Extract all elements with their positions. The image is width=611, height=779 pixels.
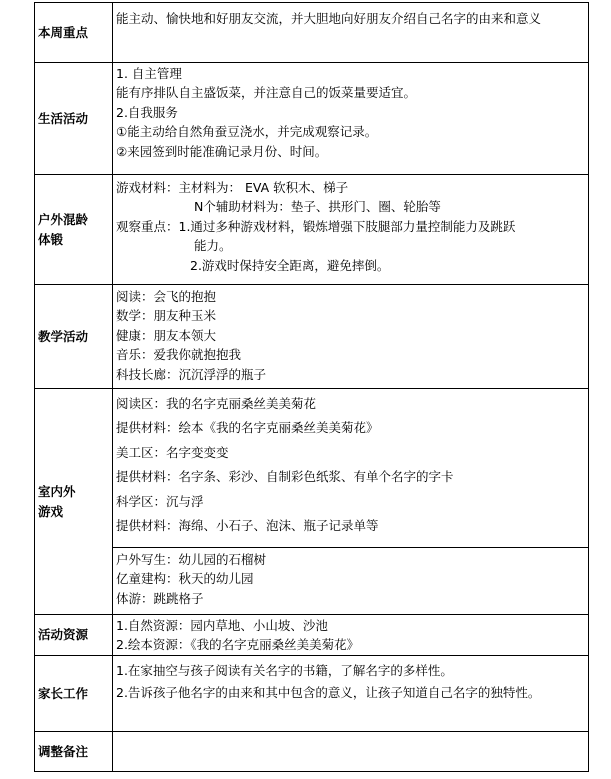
teaching-line-5: 科技长廊：沉沉浮浮的瓶子: [116, 366, 267, 382]
resources-line-2: 2.绘本资源：《我的名字克丽桑丝美美菊花》: [116, 637, 360, 653]
content-focus: [113, 3, 589, 63]
label-teaching: 教学活动: [35, 285, 113, 389]
outdoor-game-2: 亿童建构：秋天的幼儿园: [116, 571, 254, 587]
label-life: 生活活动: [35, 63, 113, 175]
label-indoor: [35, 389, 113, 615]
row-parents: [35, 655, 589, 731]
parents-line-2: 2.告诉孩子他名字的由来和其中包含的意义，让孩子知道自己名字的独特性。: [116, 685, 541, 701]
teaching-line-3: 健康：朋友本领大: [116, 327, 217, 343]
indoor-area-4: 提供材料：名字条、彩沙、自制彩色纸浆、有单个名字的字卡: [116, 469, 454, 485]
row-indoor-outdoor: [35, 548, 589, 615]
row-indoor-areas: [35, 389, 589, 548]
indoor-area-3: 美工区：名字变变变: [116, 444, 229, 460]
label-parents: 家长工作: [35, 655, 113, 731]
indoor-area-5: 科学区：沉与浮: [116, 493, 204, 509]
content-indoor-outdoor: [113, 548, 589, 615]
life-line-1: 1. 自主管理: [116, 66, 182, 81]
outdoor-line-5: 2.游戏时保持安全距离，避免摔倒。: [190, 257, 390, 273]
row-focus: [35, 3, 589, 63]
label-indoor-1: 室内外: [38, 484, 76, 500]
indoor-area-2: 提供材料：绘本《我的名字克丽桑丝美美菊花》: [116, 420, 379, 436]
content-life: [113, 63, 589, 175]
outdoor-game-1: 户外写生：幼儿园的石榴树: [116, 552, 267, 567]
outdoor-line-3: 观察重点：1.通过多种游戏材料，锻炼增强下肢腿部力量控制能力及跳跃: [116, 218, 516, 234]
row-life: [35, 63, 589, 175]
teaching-line-1: 阅读：会飞的抱抱: [116, 289, 217, 304]
life-line-3: 2.自我服务: [116, 104, 178, 120]
content-indoor-areas: [113, 389, 589, 548]
label-resources: 活动资源: [35, 615, 113, 656]
content-resources: [113, 615, 589, 656]
label-outdoor: [35, 175, 113, 285]
teaching-line-2: 数学：朋友种玉米: [116, 308, 217, 324]
row-resources: [35, 615, 589, 656]
content-outdoor: [113, 175, 589, 285]
outdoor-game-3: 体游：跳跳格子: [116, 590, 204, 606]
row-notes: [35, 731, 589, 771]
content-teaching: [113, 285, 589, 389]
weekly-plan-table: [34, 2, 589, 772]
indoor-area-1: 阅读区：我的名字克丽桑丝美美菊花: [116, 396, 317, 411]
label-indoor-2: 游戏: [38, 503, 64, 519]
label-notes: 调整备注: [35, 731, 113, 771]
row-outdoor: [35, 175, 589, 285]
outdoor-line-1: 游戏材料：主材料为： EVA 软积木、梯子: [116, 180, 349, 195]
indoor-area-6: 提供材料：海绵、小石子、泡沫、瓶子记录单等: [116, 517, 379, 533]
content-notes: [113, 731, 589, 771]
outdoor-line-4: 能力。: [194, 238, 232, 254]
parents-line-1: 1.在家抽空与孩子阅读有关名字的书籍，了解名字的多样性。: [116, 662, 453, 678]
label-outdoor-1: 户外混龄: [38, 212, 89, 228]
focus-text: 能主动、愉快地和好朋友交流，并大胆地向好朋友介绍自己名字的由来和意义: [116, 11, 542, 26]
life-line-5: ②来园签到时能准确记录月份、时间。: [116, 143, 328, 159]
resources-line-1: 1.自然资源：园内草地、小山坡、沙池: [116, 618, 328, 633]
label-outdoor-2: 体锻: [38, 231, 64, 247]
content-parents: [113, 655, 589, 731]
label-focus: 本周重点: [35, 3, 113, 63]
life-line-2: 能有序排队自主盛饭菜，并注意自己的饭菜量要适宜。: [116, 85, 417, 101]
teaching-line-4: 音乐：爱我你就抱抱我: [116, 347, 242, 363]
outdoor-line-2: N个辅助材料为：垫子、拱形门、圈、轮胎等: [194, 199, 441, 215]
life-line-4: ①能主动给自然角蚕豆浇水，并完成观察记录。: [116, 124, 378, 140]
row-teaching: [35, 285, 589, 389]
